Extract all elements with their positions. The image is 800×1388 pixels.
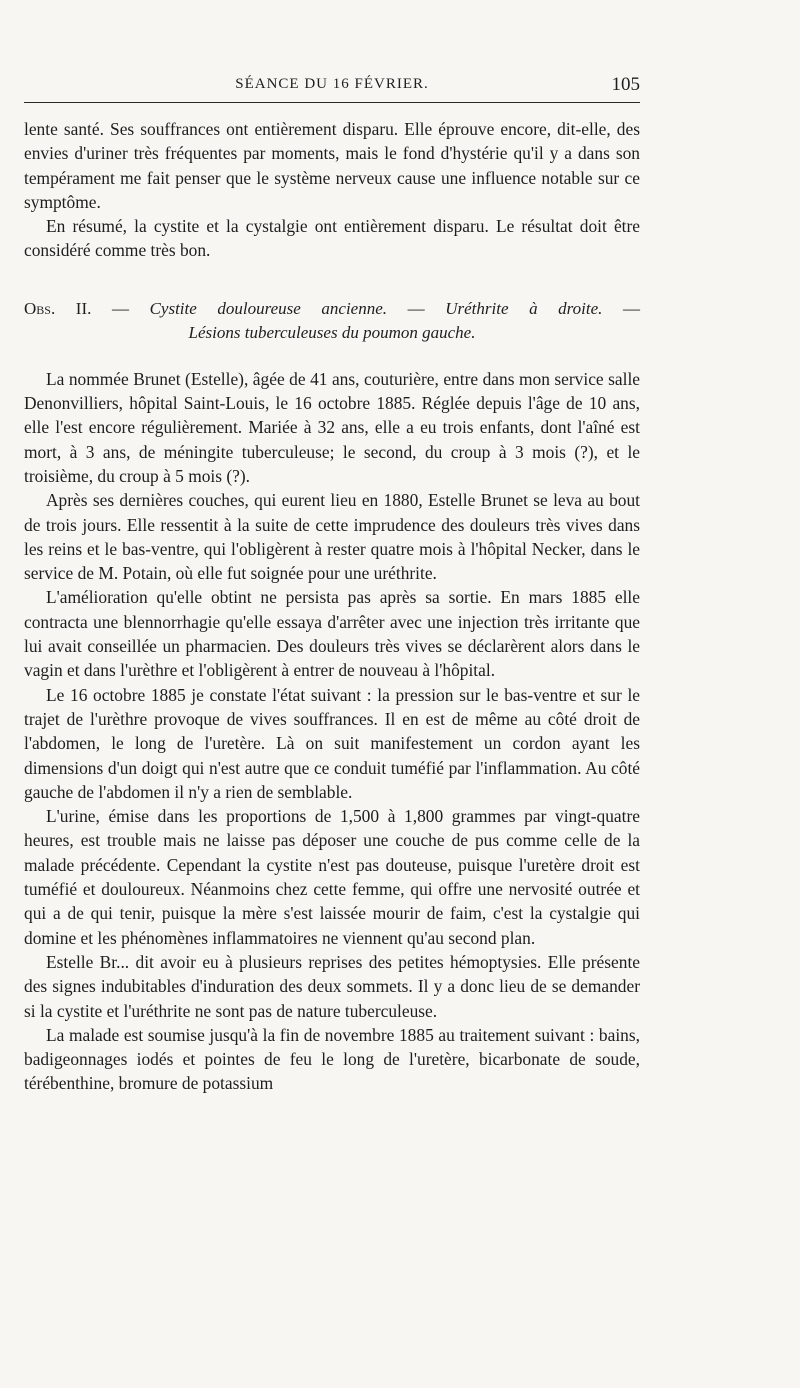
running-title: SÉANCE DU 16 FÉVRIER. [235, 76, 429, 92]
intro-paragraph-2: En résumé, la cystite et la cystalgie ont entièrement disparu. Le résultat doit être considéré comme très bon. [24, 216, 640, 261]
observation-label: Obs. II. [24, 298, 92, 318]
paragraph-5: L'urine, émise dans les proportions de 1,500 à 1,800 grammes par vingt-quatre heures, est trouble mais ne laisse pas déposer une couche de pus comme celle de la malade précédente. Cependant la cystite n'est pas douteuse, puisque l'uretère droit est tuméfié et douloureux. Néanmoins chez cette femme, qui offre une nervosité outrée et qui a de qui tenir, puisque la mère s'est laissée mourir de faim, c'est la cystalgie qui domine et les phénomènes inflammatoires ne viennent qu'au second plan. [24, 806, 640, 948]
observation-heading [24, 297, 640, 345]
running-head [24, 70, 640, 103]
observation-title-cystite: Cystite douloureuse ancienne. [149, 298, 388, 318]
page-number: 105 [611, 74, 640, 95]
paragraph-1: La nommée Brunet (Estelle), âgée de 41 ans, couturière, entre dans mon service salle Denonvilliers, hôpital Saint-Louis, le 16 octobre 1885. Réglée depuis l'âge de 10 ans, elle l'est encore régulièrement. Mariée à 32 ans, elle a eu trois enfants, dont l'aîné est mort, à 3 ans, de méningite tuberculeuse; le second, du croup à 3 mois (?), et le troisième, du croup à 5 mois (?). [24, 368, 640, 486]
heading-separator: — [91, 298, 150, 318]
book-page [24, 70, 640, 1096]
page-body [24, 117, 640, 1096]
paragraph-3: L'amélioration qu'elle obtint ne persista pas après sa sortie. En mars 1885 elle contracta une blennorrhagie qu'elle essaya d'arrêter avec une injection très irritante que lui avait conseillée un pharmacien. Des douleurs très vives se déclarèrent alors dans le vagin et dans l'urèthre et l'obligèrent à entrer de nouveau à l'hôpital. [24, 587, 640, 681]
observation-title-urethrite: Uréthrite à droite. [445, 298, 603, 318]
observation-title-lesions: Lésions tuberculeuses du poumon gauche. [188, 322, 476, 342]
paragraph-2: Après ses dernières couches, qui eurent lieu en 1880, Estelle Brunet se leva au bout de trois jours. Elle ressentit à la suite de cette imprudence des douleurs très vives dans les reins et le bas-ventre, qui l'obligèrent à rester quatre mois à l'hôpital Necker, dans le service de M. Potain, où elle fut soignée pour une uréthrite. [24, 490, 640, 584]
paragraph-4: Le 16 octobre 1885 je constate l'état suivant : la pression sur le bas-ventre et sur le trajet de l'urèthre provoque de vives souffrances. Il en est de même au côté droit de l'abdomen, le long de l'uretère. Là on suit manifestement un cordon ayant les dimensions d'un doigt qui n'est autre que ce conduit tuméfié par l'inflammation. Au côté gauche de l'abdomen il n'y a rien de semblable. [24, 684, 640, 802]
heading-separator: — [602, 298, 641, 318]
heading-separator: — [387, 298, 446, 318]
paragraph-7: La malade est soumise jusqu'à la fin de novembre 1885 au traitement suivant : bains, badigeonnages iodés et pointes de feu le long de l'uretère, bicarbonate de soude, térébenthine, bromure de potassium [24, 1024, 640, 1094]
intro-paragraph-1: lente santé. Ses souffrances ont entièrement disparu. Elle éprouve encore, dit-elle, des envies d'uriner très fréquentes par moments, mais le fond d'hystérie qu'il y a dans son tempérament me fait penser que le système nerveux cause une influence notable sur ce symptôme. [24, 119, 640, 212]
paragraph-6: Estelle Br... dit avoir eu à plusieurs reprises des petites hémoptysies. Elle présente des signes indubitables d'induration des deux sommets. Il y a donc lieu de se demander si la cystite et l'uréthrite ne sont pas de nature tuberculeuse. [24, 951, 640, 1021]
observation-heading-line-1 [24, 297, 640, 321]
